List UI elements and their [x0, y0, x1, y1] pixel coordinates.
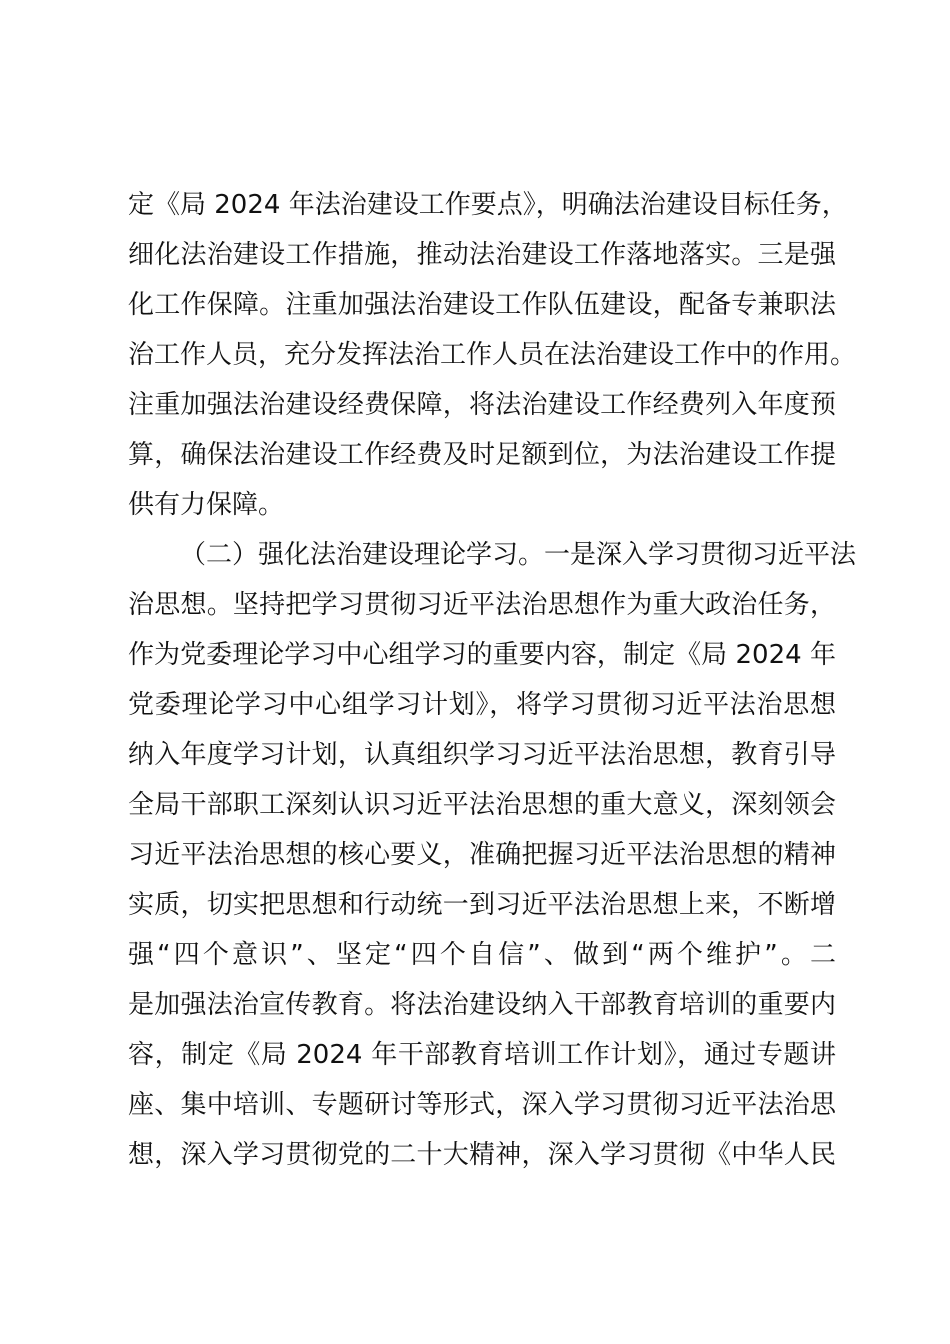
- text-line: 纳入年度学习计划，认真组织学习习近平法治思想，教育引导: [128, 740, 836, 770]
- text-line: 全局干部职工深刻认识习近平法治思想的重大意义，深刻领会: [128, 790, 836, 820]
- text-line: 是加强法治宣传教育。将法治建设纳入干部教育培训的重要内: [128, 990, 836, 1020]
- text-line: 治工作人员，充分发挥法治工作人员在法治建设工作中的作用。: [128, 340, 857, 370]
- text-line: 注重加强法治建设经费保障，将法治建设工作经费列入年度预: [128, 390, 836, 420]
- text-line: 座、集中培训、专题研讨等形式，深入学习贯彻习近平法治思: [128, 1090, 836, 1120]
- text-line: 定《局 2024 年法治建设工作要点》，明确法治建设目标任务，: [128, 190, 848, 220]
- text-line: 供有力保障。: [128, 490, 285, 520]
- text-line: 想，深入学习贯彻党的二十大精神，深入学习贯彻《中华人民: [128, 1140, 836, 1170]
- text-line: 习近平法治思想的核心要义，准确把握习近平法治思想的精神: [128, 840, 836, 870]
- text-line: 细化法治建设工作措施，推动法治建设工作落地落实。三是强: [128, 240, 836, 270]
- text-line: 实质，切实把思想和行动统一到习近平法治思想上来，不断增: [128, 890, 836, 920]
- text-line: 化工作保障。注重加强法治建设工作队伍建设，配备专兼职法: [128, 290, 836, 320]
- text-line: 治思想。坚持把学习贯彻习近平法治思想作为重大政治任务，: [128, 590, 836, 620]
- text-line: 容，制定《局 2024 年干部教育培训工作计划》，通过专题讲: [128, 1040, 836, 1070]
- body-text: [128, 180, 857, 1180]
- text-line: 强“四个意识”、坚定“四个自信”、做到“两个维护”。二: [128, 940, 836, 970]
- text-line: 算，确保法治建设工作经费及时足额到位，为法治建设工作提: [128, 440, 836, 470]
- text-line: 作为党委理论学习中心组学习的重要内容，制定《局 2024 年: [128, 640, 836, 670]
- text-line: 党委理论学习中心组学习计划》，将学习贯彻习近平法治思想: [128, 690, 836, 720]
- section-heading-line: （二）强化法治建设理论学习。一是深入学习贯彻习近平法: [180, 540, 857, 570]
